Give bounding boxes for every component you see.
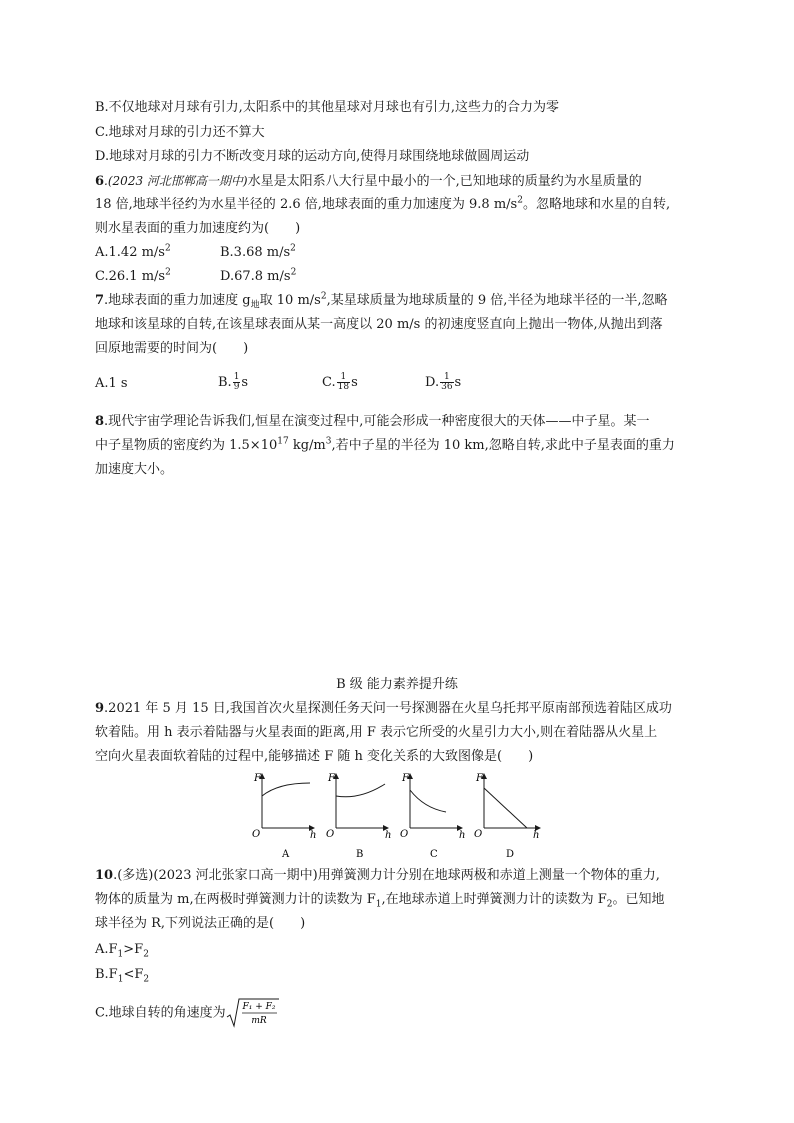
frac-denominator: mR [250,1016,267,1026]
section-b-heading: B 级 能力素养提升练 [336,677,458,692]
graph-c-o-label: O [400,829,409,840]
graph-d [474,773,540,860]
graph-a-h-label: h [310,830,317,841]
q8-line2: 中子星物质的密度约为 $1.5\times 10^{17}$ $kg/m^3$,若中子星的半径为 10 km,忽略自转,求此中子星表面的重力 [95,436,675,453]
graph-a [252,773,316,860]
graph-d-h-label: h [533,830,540,841]
graph-d-f-label: F [476,773,483,784]
q10-line3: 球半径为 R,下列说法正确的是( ) [95,916,306,931]
graph-b-label: B [356,849,364,860]
graph-c [400,773,465,860]
q9-graphs [248,770,548,860]
q10-option-a: $A.F_1>F_2$ [95,942,149,960]
option-d-line: D.地球对月球的引力不断改变月球的运动方向,使得月球围绕地球做圆周运动 [95,149,530,164]
graph-d-o-label: O [474,829,483,840]
q8-line1: 8.现代宇宙学理论告诉我们,恒星在演变过程中,可能会形成一种密度很大的天体——中子星。某一 [95,414,650,429]
graph-c-label: C [430,849,438,860]
frac-numerator: F₁ + F₂ [242,1002,276,1012]
q7-line3: 回原地需要的时间为( ) [95,341,249,356]
graph-a-o-label: O [252,829,261,840]
q9-line2: 软着陆。用 h 表示着陆器与火星表面的距离,用 F 表示它所受的火星引力大小,则在着陆器从火星上 [95,725,658,740]
graph-b [326,773,391,860]
q6-line2: 18 倍,地球半径约为水星半径的 2.6 倍,地球表面的重力加速度为 9.8 $m/s^2$。忽略地球和水星的自转, [95,195,671,212]
q6-line3: 则水星表面的重力加速度约为( ) [95,221,301,236]
sqrt-expression [226,998,280,1028]
q7-option-b: B. $\frac{1}{9}$ s [218,372,249,392]
q7-option-a: A.1 s [95,376,128,391]
graph-d-label: D [506,849,515,860]
q7-line2: 地球和该星球的自转,在该星球表面从某一高度以 20 m/s 的初速度竖直向上抛出一物体,从抛出到落 [95,317,663,332]
q10-line1: 10.(多选)(2023 河北张家口高一期中)用弹簧测力计分别在地球两极和赤道上测量一个物体的重力, [95,868,660,883]
option-c-line: C.地球对月球的引力还不算大 [95,125,265,140]
option-b-line: B.不仅地球对月球有引力,太阳系中的其他星球对月球也有引力,这些力的合力为零 [95,100,559,115]
graph-c-f-label: F [402,773,409,784]
q7-option-d: D. $\frac{1}{36}$ s [425,372,462,392]
q6-line1: 6.(2023 河北邯郸高一期中)水星是太阳系八大行星中最小的一个,已知地球的质量约为水星质量的 [95,174,642,189]
q7-line1: 7.地球表面的重力加速度 $g_地$取 10 $m/s^2$,某星球质量为地球质量的 9 倍,半径为地球半径的一半,忽略 [95,291,668,311]
q9-line1: 9.2021 年 5 月 15 日,我国首次火星探测任务天问一号探测器在火星乌托邦平原南部预选着陆区成功 [95,701,672,716]
q6-option-b: B.3.68 $m/s^2$ [220,243,296,260]
q8-line3: 加速度大小。 [95,462,174,477]
graph-a-f-label: F [254,773,261,784]
q9-line3: 空向火星表面软着陆的过程中,能够描述 F 随 h 变化关系的大致图像是( ) [95,749,534,764]
q7-option-c: C. $\frac{1}{18}$ s [322,372,358,392]
graph-b-f-label: F [328,773,335,784]
q10-line2: 物体的质量为 m,在两极时弹簧测力计的读数为 $F_1$,在地球赤道上时弹簧测力计的读数为 $F_2$。已知地 [95,892,665,910]
graph-b-h-label: h [385,830,392,841]
q6-option-a: A.1.42 $m/s^2$ [95,243,171,260]
graph-c-h-label: h [459,830,466,841]
graph-b-o-label: O [326,829,335,840]
q10-option-c: C.地球自转的角速度为 F₁ + F₂ mR [95,998,280,1028]
graph-a-label: A [282,849,290,860]
q10-option-b: $B.F_1<F_2$ [95,967,150,985]
q6-option-c: C.26.1 $m/s^2$ [95,267,171,284]
q6-option-d: D.67.8 $m/s^2$ [220,267,297,284]
